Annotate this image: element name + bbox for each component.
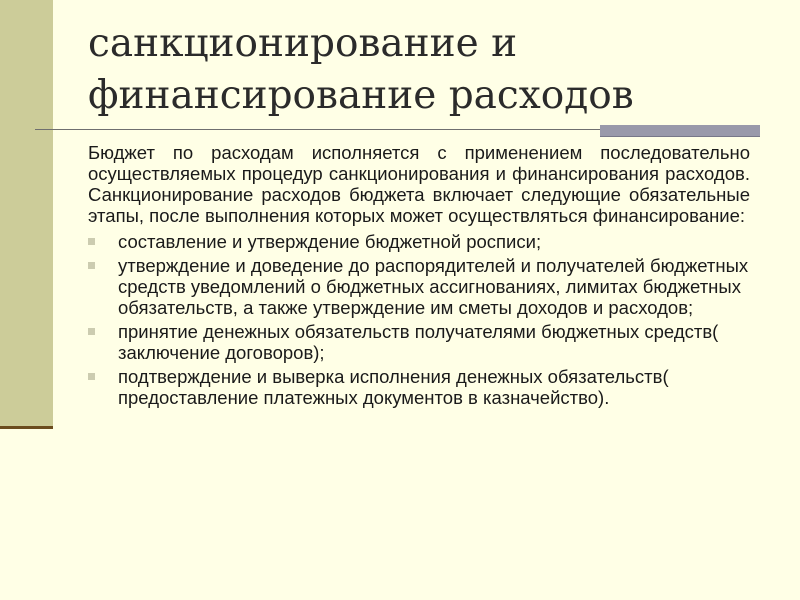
slide-title: санкционирование и финансирование расходов (88, 21, 634, 118)
square-bullet-icon (88, 262, 95, 269)
slide-body (88, 142, 750, 411)
list-item (88, 321, 750, 363)
square-bullet-icon (88, 238, 95, 245)
list-item (88, 255, 750, 318)
intro-paragraph: Бюджет по расходам исполняется с применением последовательно осуществляемых процедур санкционирования и финансирования расходов. Санкционирование расходов бюджета включает следующие обязательные этапы, после выполнения которых может осуществляться финансирование: (88, 142, 750, 226)
bullet-text: утверждение и доведение до распорядителей и получателей бюджетных средств уведомлений о бюджетных ассигнованиях, лимитах бюджетных обязательств, а также утверждение им сметы доходов и расходов; (118, 255, 749, 318)
list-item (88, 366, 750, 408)
bullet-text: подтверждение и выверка исполнения денежных обязательств( предоставление платежных документов в казначейство). (118, 366, 669, 408)
bullet-text: принятие денежных обязательств получателями бюджетных средств( заключение договоров); (118, 321, 719, 363)
side-decoration-bar (0, 0, 53, 426)
list-item (88, 231, 750, 252)
bullet-text: составление и утверждение бюджетной росписи; (118, 231, 542, 252)
title-accent-bar (600, 125, 760, 137)
square-bullet-icon (88, 373, 95, 380)
bullet-list (88, 231, 750, 408)
side-decoration-line (0, 426, 53, 429)
square-bullet-icon (88, 328, 95, 335)
